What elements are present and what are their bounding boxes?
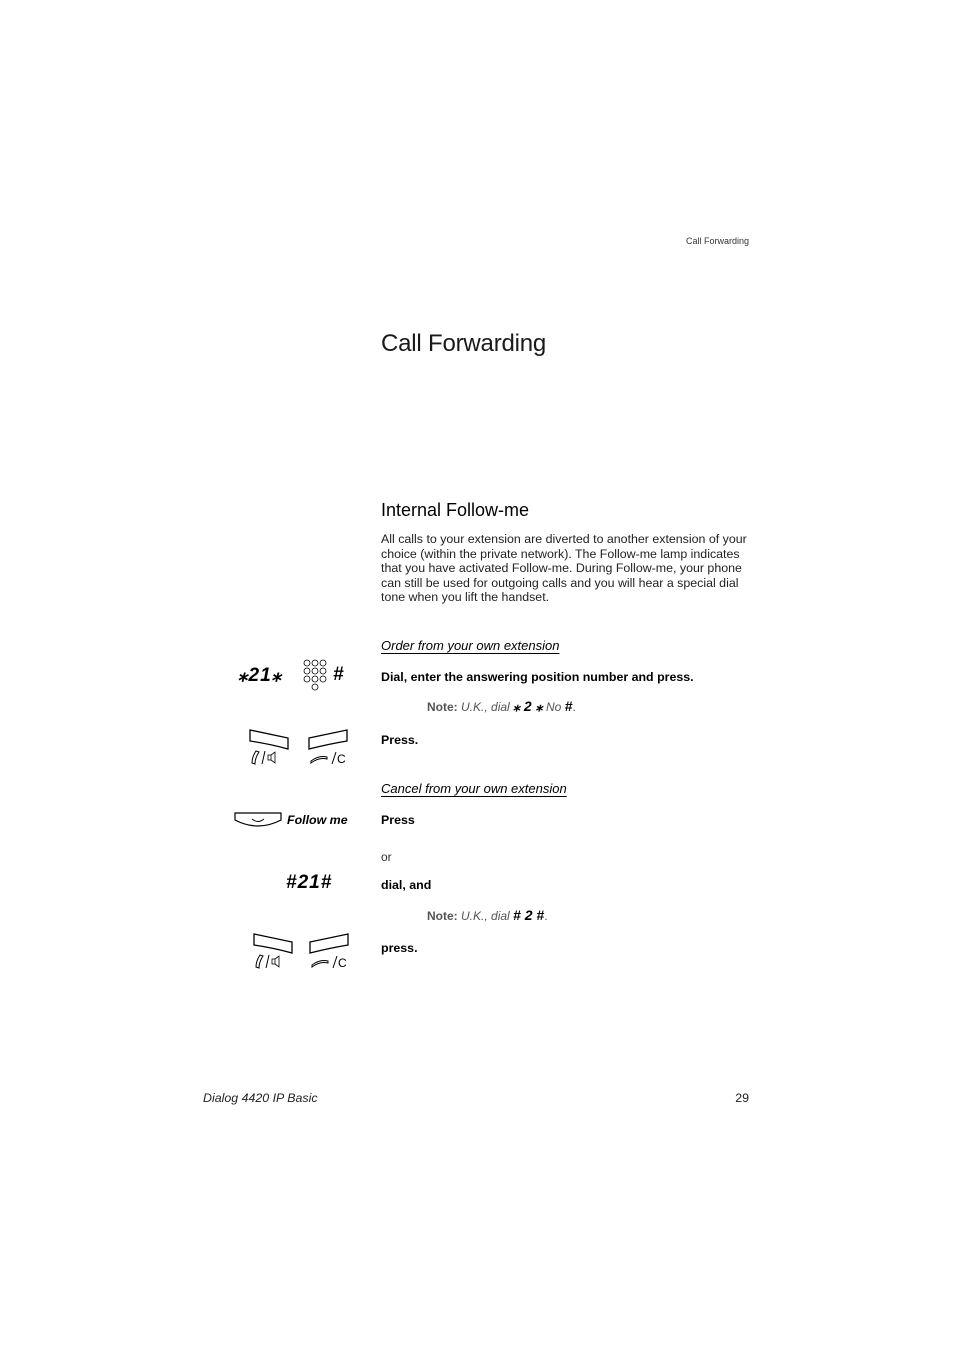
cancel-step-press-final: press. — [381, 941, 418, 955]
note-hash: # — [564, 698, 573, 714]
function-key-icon[interactable] — [233, 810, 283, 830]
cancel-step-dial: dial, and — [381, 878, 432, 892]
note-text: U.K., dial — [461, 700, 510, 714]
order-subheading: Order from your own extension — [381, 638, 560, 653]
order-step-press: Press. — [381, 733, 419, 747]
note-label: Note: — [427, 909, 458, 923]
cancel-code: #21# — [286, 872, 333, 893]
handset-speaker-key-icon[interactable] — [250, 931, 296, 973]
handset-clear-key-icon[interactable] — [305, 727, 351, 769]
cancel-note — [427, 907, 548, 923]
page-number: 29 — [735, 1091, 749, 1105]
keypad-icon — [303, 659, 329, 693]
section-heading: Internal Follow-me — [381, 500, 530, 520]
cancel-subheading: Cancel from your own extension — [381, 781, 567, 796]
running-header: Call Forwarding — [685, 236, 749, 246]
note-end: . — [544, 909, 548, 923]
page-title: Call Forwarding — [381, 330, 547, 357]
intro-paragraph: All calls to your extension are diverted to another extension of your choice (within the private network). The Follow-me lamp indicates that you have activated Follow-me. During Follow-me, your phone can still be used for outgoing calls and you will hear a special dial tone when you lift the handset. — [381, 532, 747, 604]
note-text-no: No — [545, 700, 562, 714]
handset-speaker-key-icon[interactable] — [246, 727, 292, 769]
note-label: Note: — [427, 700, 458, 714]
svg-text:C: C — [337, 752, 346, 766]
order-code-prefix: ⁎21⁎ — [238, 665, 283, 686]
note-code: # 2 # — [513, 907, 545, 923]
order-code-suffix: # — [333, 664, 345, 685]
note-end: . — [572, 700, 576, 714]
follow-me-key-label[interactable]: Follow me — [287, 813, 348, 827]
footer-product: Dialog 4420 IP Basic — [203, 1091, 318, 1105]
order-note — [427, 698, 576, 715]
cancel-step-press: Press — [381, 813, 415, 827]
svg-text:C: C — [338, 956, 347, 970]
note-code: ⁎ 2 ⁎ — [513, 698, 543, 714]
order-step-dial: Dial, enter the answering position number and press. — [381, 670, 694, 684]
note-text: U.K., dial — [461, 909, 510, 923]
handset-clear-key-icon[interactable] — [306, 931, 352, 973]
or-text: or — [381, 850, 392, 864]
